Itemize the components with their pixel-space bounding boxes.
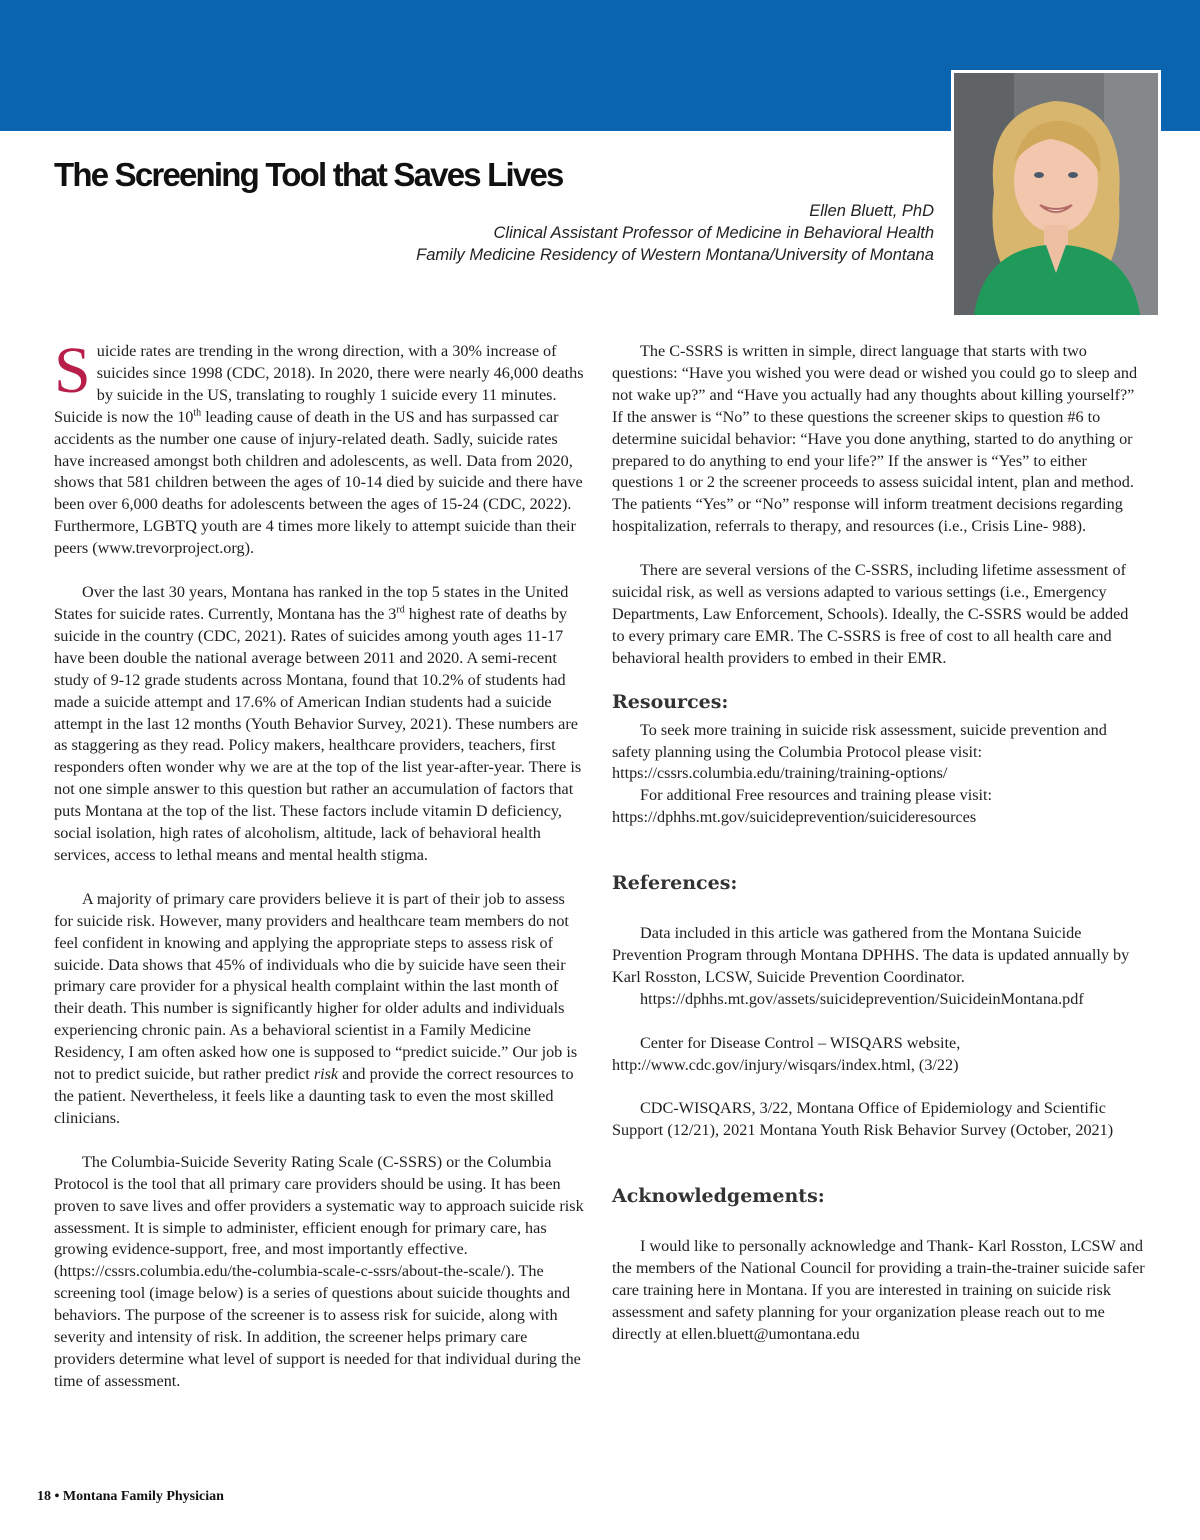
paragraph-2: Over the last 30 years, Montana has ranked in the top 5 states in the United States for suicide rates. Currently, Montana has the 3rd highest rate of deaths by suicide in the country (CDC, 2021). Rates of suicides among youth ages 11-17 have been double the national average between 2011 and 2020. A semi-recent study of 9-12 grade students across Montana, found that 10.2% of students had made a suicide attempt and 17.6% of American Indian students had a suicide attempt in the last 12 months (Youth Behavior Survey, 2021). These numbers are as staggering as they read. Policy makers, healthcare providers, teachers, first responders often wonder why we are at the top of the list year-after-year. There is not one simple answer to this question but rather an accumulation of factors that puts Montana at the top of the list. These factors include vitamin D deficiency, social isolation, high rates of alcoholism, altitude, lack of behavioral health services, access to lethal means and mental health stigma. (54, 583, 582, 864)
reference-3: CDC-WISQARS, 3/22, Montana Office of Epidemiology and Scientific Support (12/21), 2021 Montana Youth Risk Behavior Survey (October, 2021) (612, 1099, 1114, 1140)
resources-link-1[interactable]: https://cssrs.columbia.edu/training/training-options/ (612, 764, 948, 783)
acknowledgements-heading: Acknowledgements: (612, 1185, 825, 1208)
reference-1: Data included in this article was gathered from the Montana Suicide Prevention Program through Montana DPHHS. The data is updated annually by Karl Rosston, LCSW, Suicide Prevention Coordinator. (612, 924, 1130, 986)
paragraph-6: There are several versions of the C-SSRS, including lifetime assessment of suicidal risk, as well as versions adapted to various settings (i.e., Emergency Departments, Law Enforcement, Schools). Ideally, the C-SSRS would be added to every primary care EMR. The C-SSRS is free of cost to all health care and behavioral health providers to embed in their EMR. (612, 561, 1129, 667)
reference-2: Center for Disease Control – WISQARS website, (640, 1033, 961, 1052)
paragraph-4: The Columbia-Suicide Severity Rating Scale (C-SSRS) or the Columbia Protocol is the tool that all primary care providers should be using. It has been proven to save lives and offer providers a systematic way to approach suicide risk assessment. It is simple to administer, efficient enough for primary care, has growing evidence-support, free, and most importantly effective. (https://cssrs.columbia.edu/the-columbia-scale-c-ssrs/about-the-scale/). The screening tool (image below) is a series of questions about suicide thoughts and behaviors. The purpose of the screener is to assess risk for suicide, along with severity and intensity of risk. In addition, the screener helps primary care providers determine what level of support is needed for that individual during the time of assessment. (54, 1152, 584, 1390)
author-name: Ellen Bluett, PhD (809, 202, 934, 220)
paragraph-5: The C-SSRS is written in simple, direct language that starts with two questions: “Have you wished you were dead or wished you could go to sleep and not wake up?” and “Have you actually had any thoughts about killing yourself?” If the answer is “No” to these questions the screener skips to question #6 to determine suicidal behavior: “Have you done anything, started to do anything or prepared to do anything to end your life?” If the answer is “Yes” to either questions 1 or 2 the screener proceeds to assess suicidal intent, plan and method. The patients “Yes” or “No” response will inform treatment decisions regarding hospitalization, referrals to therapy, and resources (i.e., Crisis Line- 988). (612, 342, 1138, 536)
drop-cap: S (54, 334, 91, 407)
byline (416, 200, 934, 266)
author-affiliation: Family Medicine Residency of Western Montana/University of Montana (416, 246, 934, 264)
resources-link-2[interactable]: https://dphhs.mt.gov/suicideprevention/suicideresources (612, 808, 977, 827)
resources-heading: Resources: (612, 690, 729, 713)
right-column (612, 341, 1145, 1346)
author-photo (951, 70, 1161, 318)
resources-text-1: To seek more training in suicide risk assessment, suicide prevention and safety planning using the Columbia Protocol please visit: (612, 720, 1107, 761)
references-heading: References: (612, 872, 738, 895)
left-column (54, 334, 587, 1393)
page-footer: 18 • Montana Family Physician (37, 1489, 224, 1504)
paragraph-3: A majority of primary care providers believe it is part of their job to assess for suicide risk. However, many providers and healthcare team members do not feel confident in knowing and applying the appropriate steps to assess risk of suicide. Data shows that 45% of individuals who die by suicide have seen their primary care provider for a physical health complaint within the last month of their death. This number is significantly higher for older adults and individuals experiencing chronic pain. As a behavioral scientist in a Family Medicine Residency, I am often asked how one is supposed to “predict suicide.” Our job is not to predict suicide, but rather predict risk and provide the correct resources to the patient. Nevertheless, it feels like a daunting task to even the most skilled clinicians. (54, 889, 578, 1127)
reference-2-link[interactable]: http://www.cdc.gov/injury/wisqars/index.html, (3/22) (612, 1055, 959, 1074)
paragraph-1: Suicide rates are trending in the wrong direction, with a 30% increase of suicides since 1998 (CDC, 2018). In 2020, there were nearly 46,000 deaths by suicide in the US, translating to roughly 1 suicide every 11 minutes. Suicide is now the 10th leading cause of death in the US and has surpassed car accidents as the number one cause of injury-related death. Sadly, suicide rates have increased amongst both children and adolescents, as well. Data from 2020, shows that 581 children between the ages of 10-14 died by suicide and there have been over 6,000 deaths for adolescents between the ages of 15-24 (CDC, 2022). Furthermore, LGBTQ youth are 4 times more likely to attempt suicide than their peers (www.trevorproject.org). (54, 334, 584, 558)
reference-1-link[interactable]: https://dphhs.mt.gov/assets/suicideprevention/SuicideinMontana.pdf (640, 989, 1084, 1008)
acknowledgements-text: I would like to personally acknowledge and Thank- Karl Rosston, LCSW and the members of the National Council for providing a train-the-trainer suicide safer care training here in Montana. If you are interested in training on suicide risk assessment and safety planning for your organization please reach out to me directly at ellen.bluett@umontana.edu (612, 1237, 1145, 1343)
author-role: Clinical Assistant Professor of Medicine in Behavioral Health (493, 224, 934, 242)
article-title: The Screening Tool that Saves Lives (54, 156, 563, 193)
resources-text-2: For additional Free resources and training please visit: (640, 786, 992, 805)
